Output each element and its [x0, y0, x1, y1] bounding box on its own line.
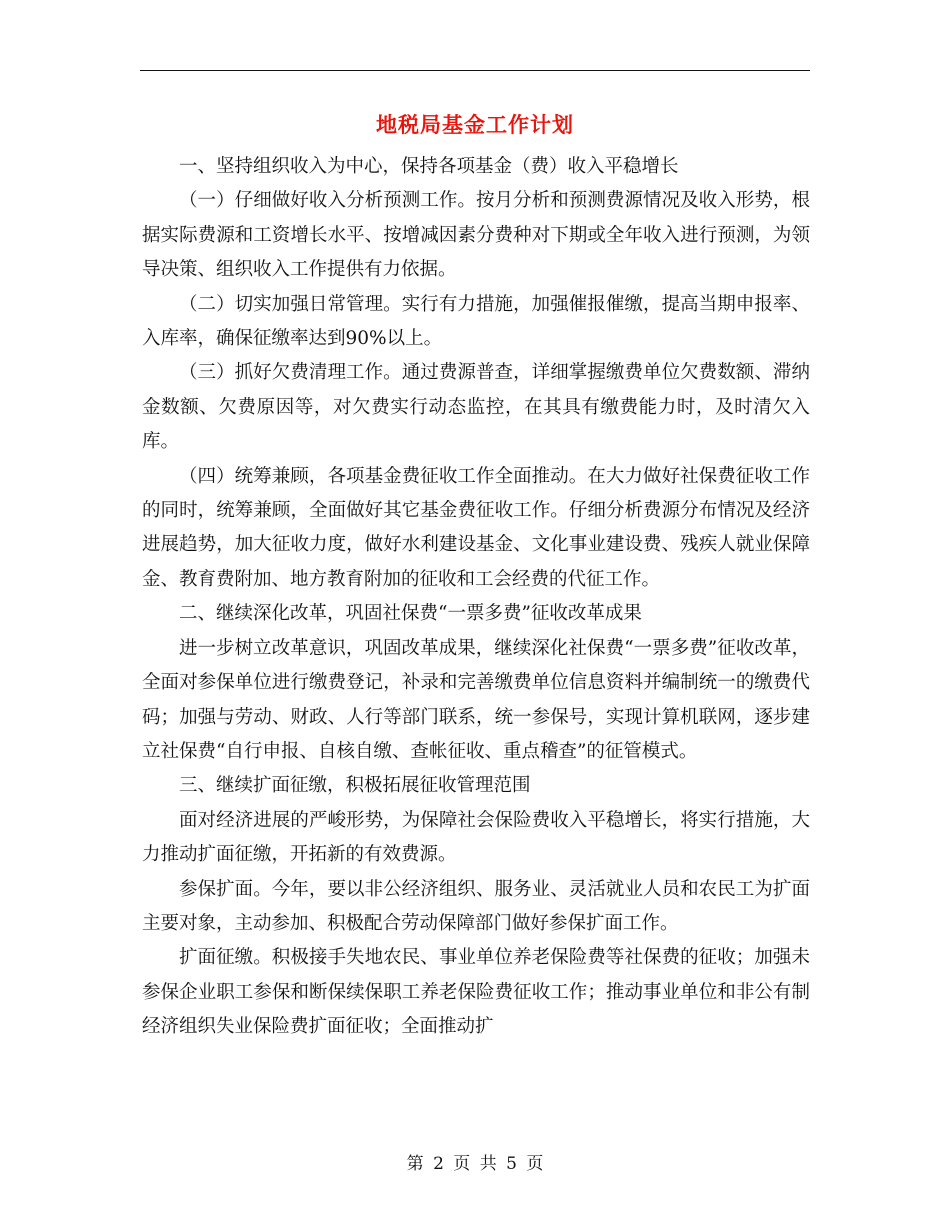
page-number-footer: 第 2 页 共 5 页: [406, 1154, 544, 1174]
section-heading-2: 二、继续深化改革，巩固社保费“一票多费”征收改革成果: [179, 603, 642, 625]
section-heading-3: 三、继续扩面征缴，积极拓展征收管理范围: [179, 775, 531, 797]
section-heading-1: 一、坚持组织收入为中心，保持各项基金（费）收入平稳增长: [179, 156, 679, 177]
paragraph: （三）抓好欠费清理工作。通过费源普查，详细掌握缴费单位欠费数额、滞纳金数额、欠费原因等，对欠费实行动态监控，在其具有缴费能力时，及时清欠入库。: [142, 362, 810, 453]
paragraph: 扩面征缴。积极接手失地农民、事业单位养老保险费等社保费的征收；加强未参保企业职工参保和断保续保职工养老保险费征收工作；推动事业单位和非公有制经济组织失业保险费扩面征收；全面推动扩: [142, 947, 810, 1038]
paragraph: （一）仔细做好收入分析预测工作。按月分析和预测费源情况及收入形势，根据实际费源和工资增长水平、按增减因素分费种对下期或全年收入进行预测，为领导决策、组织收入工作提供有力依据。: [142, 190, 810, 281]
document-body: [142, 150, 810, 1045]
header-rule: [140, 70, 810, 71]
paragraph: 进一步树立改革意识，巩固改革成果，继续深化社保费“一票多费”征收改革，全面对参保单位进行缴费登记，补录和完善缴费单位信息资料并编制统一的缴费代码；加强与劳动、财政、人行等部门联系，统一参保号，实现计算机联网，逐步建立社保费“自行申报、自核自缴、查帐征收、重点稽查”的征管模式。: [142, 637, 810, 762]
document-title: 地税局基金工作计划: [376, 112, 574, 137]
paragraph: （四）统筹兼顾，各项基金费征收工作全面推动。在大力做好社保费征收工作的同时，统筹兼顾，全面做好其它基金费征收工作。仔细分析费源分布情况及经济进展趋势，加大征收力度，做好水利建设基金、文化事业建设费、残疾人就业保障金、教育费附加、地方教育附加的征收和工会经费的代征工作。: [142, 465, 810, 590]
paragraph: 参保扩面。今年，要以非公经济组织、服务业、灵活就业人员和农民工为扩面主要对象，主动参加、积极配合劳动保障部门做好参保扩面工作。: [142, 878, 810, 934]
paragraph: 面对经济进展的严峻形势，为保障社会保险费收入平稳增长，将实行措施，大力推动扩面征缴，开拓新的有效费源。: [142, 809, 810, 866]
paragraph: （二）切实加强日常管理。实行有力措施，加强催报催缴，提高当期申报率、入库率，确保征缴率达到90%以上。: [142, 293, 810, 350]
